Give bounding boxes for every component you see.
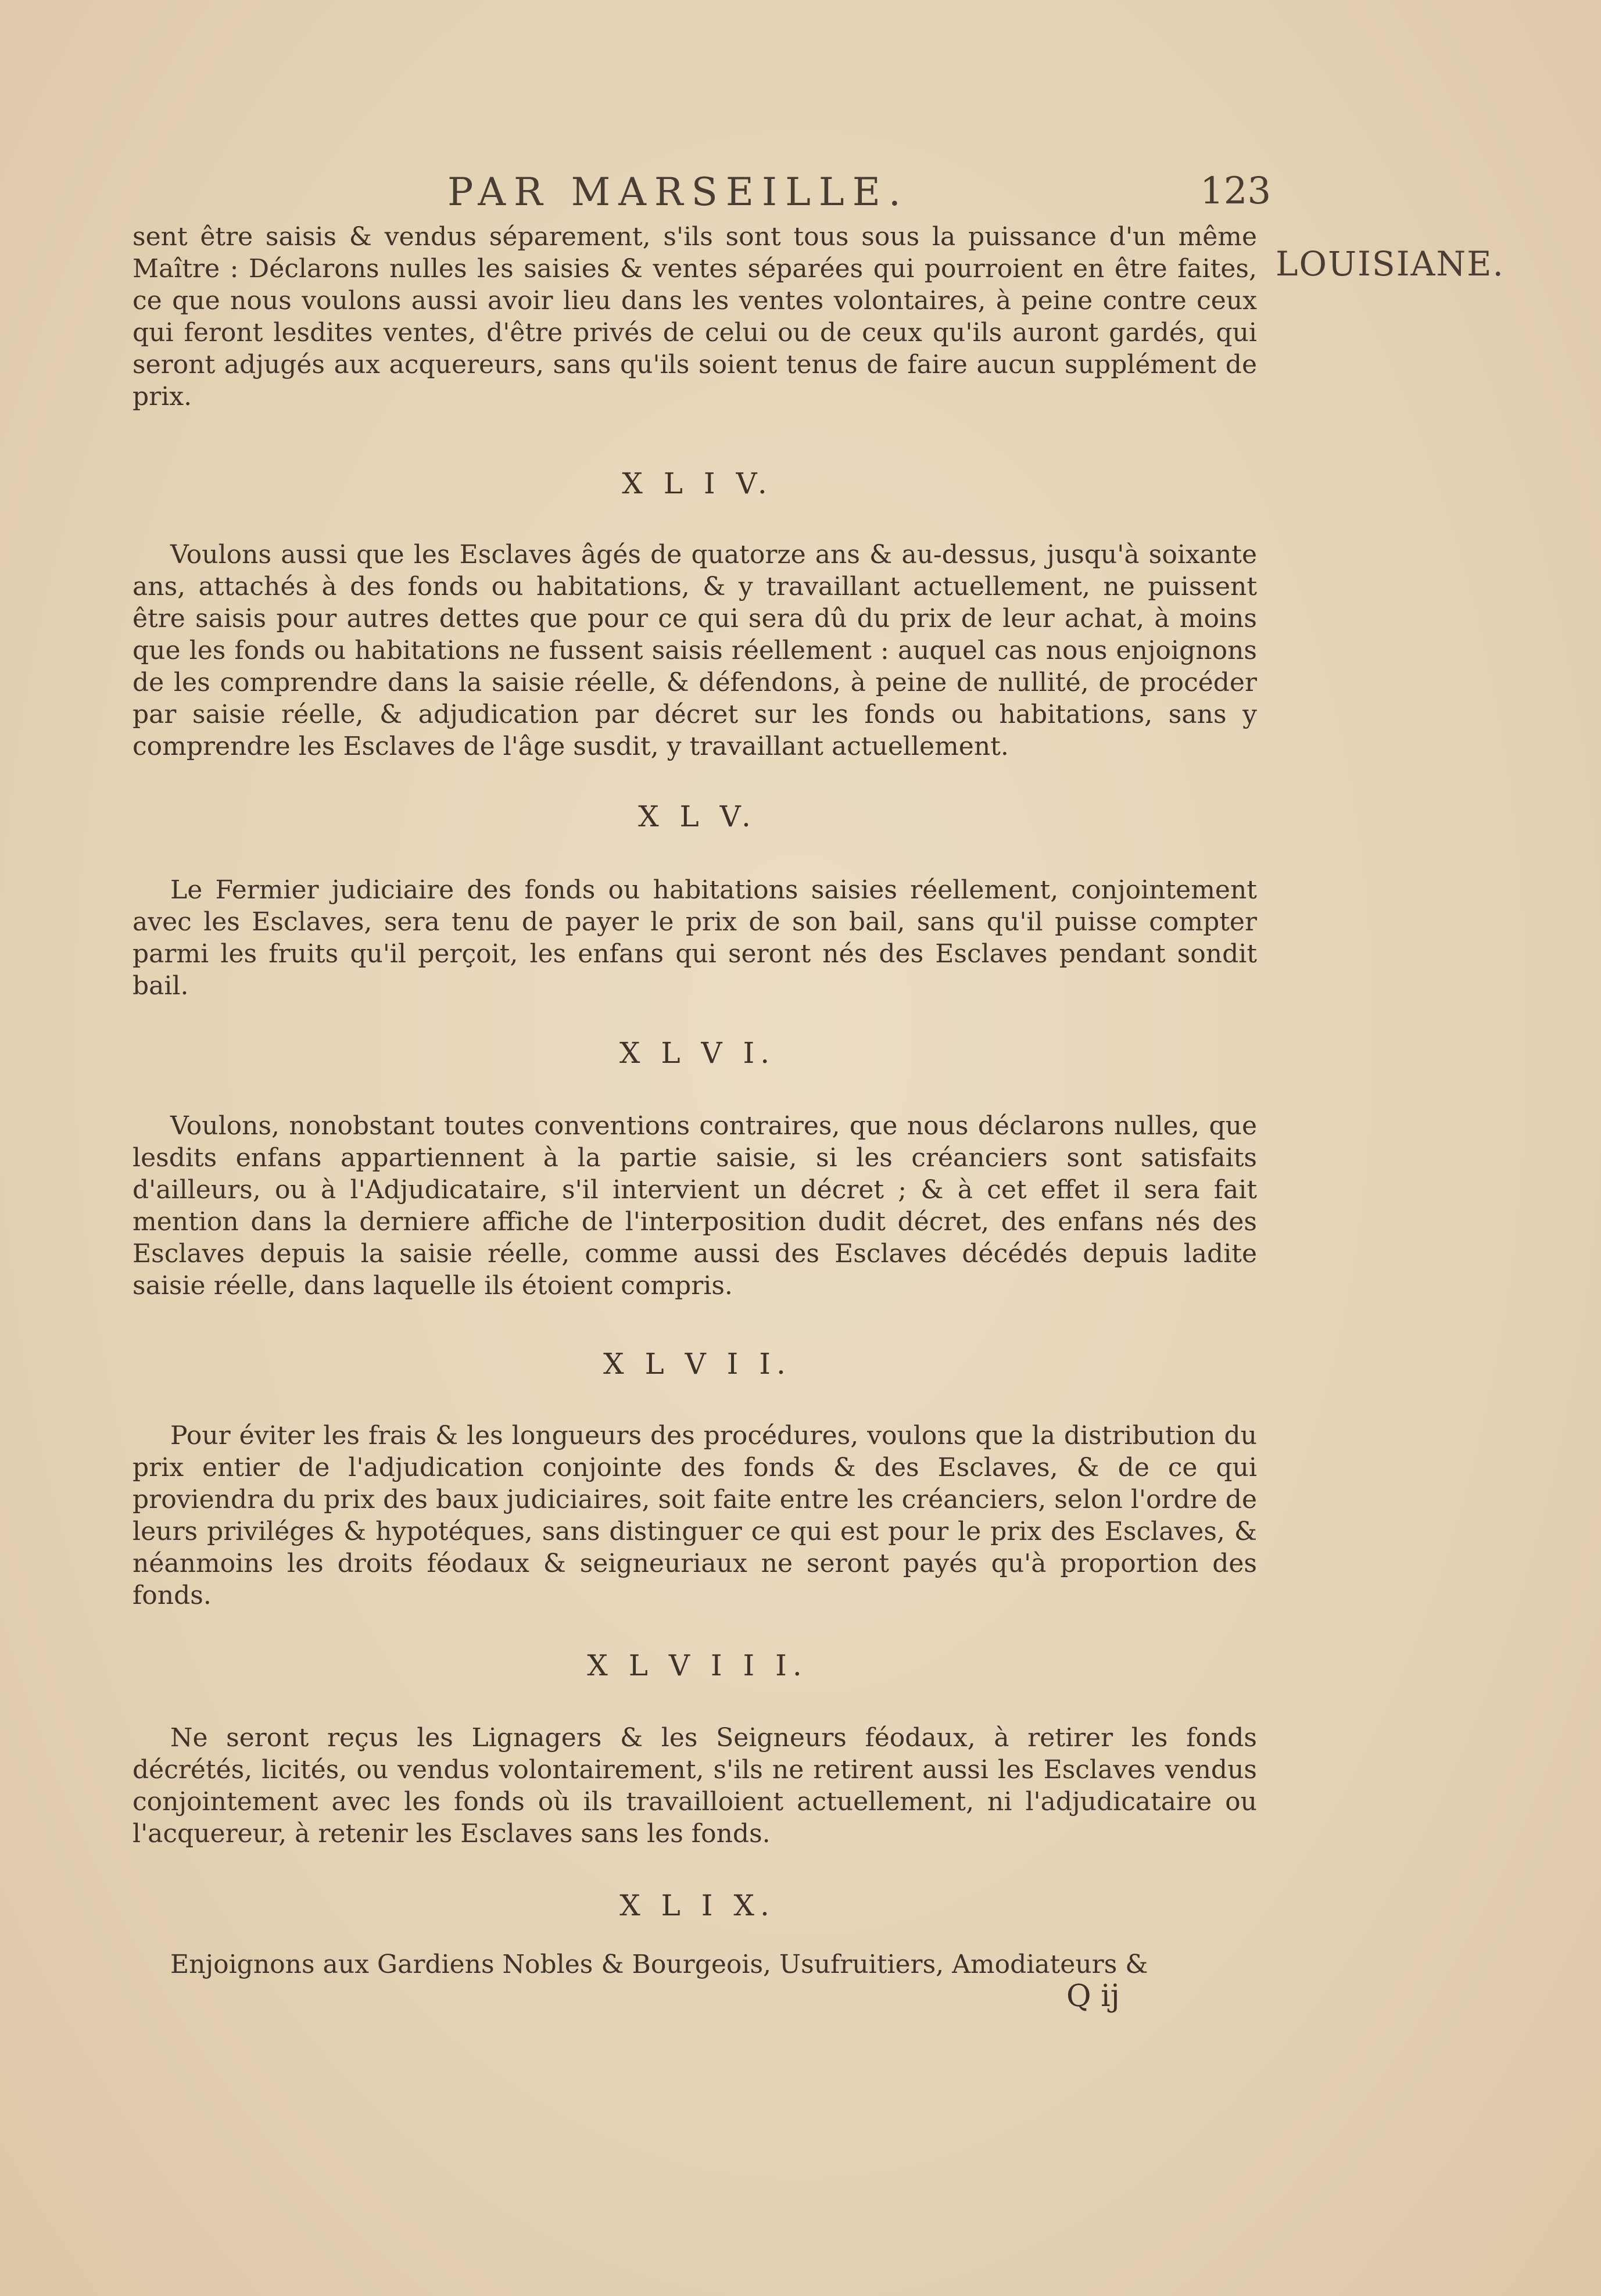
article-heading-xlviii: X L V I I I. bbox=[587, 1649, 808, 1682]
article-heading-xlv: X L V. bbox=[638, 800, 757, 833]
article-text-xlvii: Pour éviter les frais & les longueurs des procédures, voulons que la distribution du prix entier de l'adjudication conjointe des fonds & des Esclaves, & de ce qui proviendra du prix des baux judiciaires, soit faite entre les créanciers, selon l'ordre de leurs priviléges & hypotéques, sans distinguer ce qui est pour le prix des Esclaves, & néanmoins les droits féodaux & seigneuriaux ne seront payés qu'à proportion des fonds. bbox=[132, 1421, 1257, 1610]
article-heading-xlvi: X L V I. bbox=[619, 1036, 776, 1070]
article-text-xlviii: Ne seront reçus les Lignagers & les Seigneurs féodaux, à retirer les fonds décrétés, licités, ou vendus volontairement, s'ils ne retirent aussi les Esclaves vendus conjointement avec les fonds où ils travailloient actuellement, ni l'adjudicataire ou l'acquereur, à retenir les Esclaves sans les fonds. bbox=[132, 1723, 1257, 1849]
article-text-xliv: Voulons aussi que les Esclaves âgés de quatorze ans & au-dessus, jusqu'à soixante ans, attachés à des fonds ou habitations, & y travaillant actuellement, ne puissent être saisis pour autres dettes que pour ce qui sera dû du prix de leur achat, à moins que les fonds ou habitations ne fussent saisis réellement : auquel cas nous enjoignons de les comprendre dans la saisie réelle, & défendons, à peine de nullité, de procéder par saisie réelle, & adjudication par décret sur les fonds ou habitations, sans y comprendre les Esclaves de l'âge susdit, y travaillant actuellement. bbox=[132, 540, 1257, 761]
article-heading-xlvii: X L V I I. bbox=[603, 1347, 791, 1381]
article-continuation-text: sent être saisis & vendus séparement, s'ils sont tous sous la puissance d'un même Maître : Déclarons nulles les saisies & ventes séparées qui pourroient en être faites, ce que nous voulons aussi avoir lieu dans les ventes volontaires, à peine contre ceux qui feront lesdites ventes, d'être privés de celui ou de ceux qu'ils auront gardés, qui seront adjugés aux acquereurs, sans qu'ils soient tenus de faire aucun supplément de prix. bbox=[132, 222, 1257, 411]
article-text-xlv: Le Fermier judiciaire des fonds ou habitations saisies réellement, conjointement avec les Esclaves, sera tenu de payer le prix de son bail, sans qu'il puisse compter parmi les fruits qu'il perçoit, les enfans qui seront nés des Esclaves pendant sondit bail. bbox=[132, 875, 1257, 1001]
margin-note: LOUISIANE. bbox=[1276, 244, 1505, 284]
signature-mark: Q ij bbox=[1066, 1979, 1120, 2014]
page-number: 123 bbox=[1200, 170, 1272, 213]
article-heading-xlix: X L I X. bbox=[619, 1889, 775, 1922]
article-heading-xliv: X L I V. bbox=[622, 467, 773, 500]
article-text-xlix: Enjoignons aux Gardiens Nobles & Bourgeois, Usufruitiers, Amodiateurs & bbox=[170, 1950, 1148, 1979]
running-head-title: PAR MARSEILLE. bbox=[447, 170, 909, 214]
article-text-xlvi: Voulons, nonobstant toutes conventions contraires, que nous déclarons nulles, que lesdits enfans appartiennent à la partie saisie, si les créanciers sont satisfaits d'ailleurs, ou à l'Adjudicataire, s'il intervient un décret ; & à cet effet il sera fait mention dans la derniere affiche de l'interposition dudit décret, des enfans nés des Esclaves depuis la saisie réelle, comme aussi des Esclaves décédés depuis ladite saisie réelle, dans laquelle ils étoient compris. bbox=[132, 1111, 1257, 1301]
